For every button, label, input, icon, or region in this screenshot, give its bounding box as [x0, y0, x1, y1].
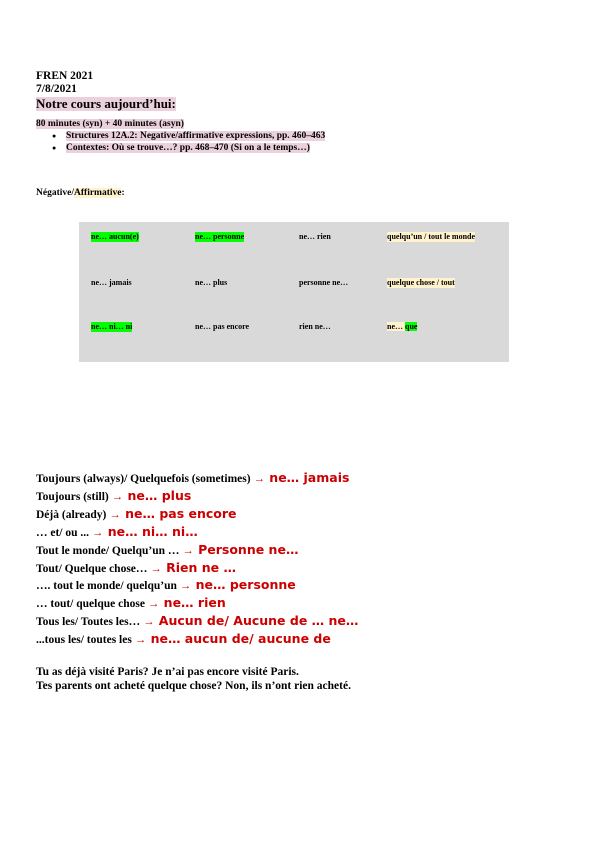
example-line: Tu as déjà visité Paris? Je n’ai pas encore visité Paris.: [36, 666, 299, 678]
arrow-icon: →: [253, 473, 265, 485]
arrow-icon: →: [182, 544, 194, 557]
rule-line: Tous les/ Toutes les… → Aucun de/ Aucune de … ne…: [36, 613, 359, 629]
arrow-icon: →: [134, 634, 147, 647]
rule-line: … et/ ou ... → ne… ni… ni…: [36, 523, 198, 539]
rule-line: Tout/ Quelque chose… → Rien ne …: [36, 559, 236, 575]
arrow-icon: →: [91, 526, 104, 539]
rule-line: Tout le monde/ Quelqu’un … → Personne ne…: [36, 541, 299, 557]
table-cell: ne… rien: [299, 232, 331, 241]
arrow-icon: →: [109, 508, 121, 521]
agenda-item: ● Structures 12A.2: Negative/affirmative expressions, pp. 460–463: [66, 131, 556, 143]
arrow-icon: →: [150, 562, 162, 575]
minutes-line: 80 minutes (syn) + 40 minutes (asyn): [36, 119, 184, 129]
table-cell: ne… jamais: [91, 278, 132, 287]
table-cell: ne… personne: [195, 232, 245, 241]
table-cell: quelqu’un / tout le monde: [387, 232, 476, 241]
header-block: [36, 70, 556, 154]
rule-line: ...tous les/ toutes les → ne… aucun de/ aucune de: [36, 631, 331, 647]
table-cell: personne ne…: [299, 278, 349, 287]
example-line: Tes parents ont acheté quelque chose? Non, ils n’ont rien acheté.: [36, 680, 351, 692]
rule-line: Déjà (already) → ne… pas encore: [36, 505, 237, 521]
negative-label: Négative/: [36, 188, 74, 198]
affirmative-label: Affirmative: [74, 188, 122, 198]
neg-aff-heading: Négative/Affirmative:: [36, 188, 125, 198]
arrow-icon: →: [179, 580, 192, 593]
agenda-list: [36, 131, 556, 154]
table-cell: ne… pas encore: [195, 322, 250, 331]
table-cell: rien ne…: [299, 322, 331, 331]
today-heading: Notre cours aujourd’hui:: [36, 96, 176, 111]
rule-line: …. tout le monde/ quelqu’un → ne… personne: [36, 577, 296, 593]
rule-line: Toujours (always)/ Quelquefois (sometimes) → ne… jamais: [36, 470, 350, 485]
table-cell: quelque chose / tout: [387, 278, 455, 287]
arrow-icon: →: [111, 490, 124, 503]
class-date: 7/8/2021: [36, 82, 77, 95]
table-cell: ne… que: [387, 322, 418, 331]
arrow-icon: →: [142, 616, 155, 629]
agenda-item: ● Contextes: Où se trouve…? pp. 468–470 (Si on a le temps…): [66, 143, 556, 155]
example-sentences: [36, 665, 351, 693]
table-cell: ne… ni… ni: [91, 322, 133, 331]
transformation-rules: [36, 470, 576, 649]
rule-line: … tout/ quelque chose → ne… rien: [36, 595, 226, 611]
table-cell: ne… aucun(e): [91, 232, 139, 241]
table-cell: ne… plus: [195, 278, 228, 287]
course-code: FREN 2021: [36, 70, 94, 82]
rule-line: Toujours (still) → ne… plus: [36, 487, 192, 503]
expressions-table: [79, 222, 509, 362]
arrow-icon: →: [147, 598, 160, 611]
